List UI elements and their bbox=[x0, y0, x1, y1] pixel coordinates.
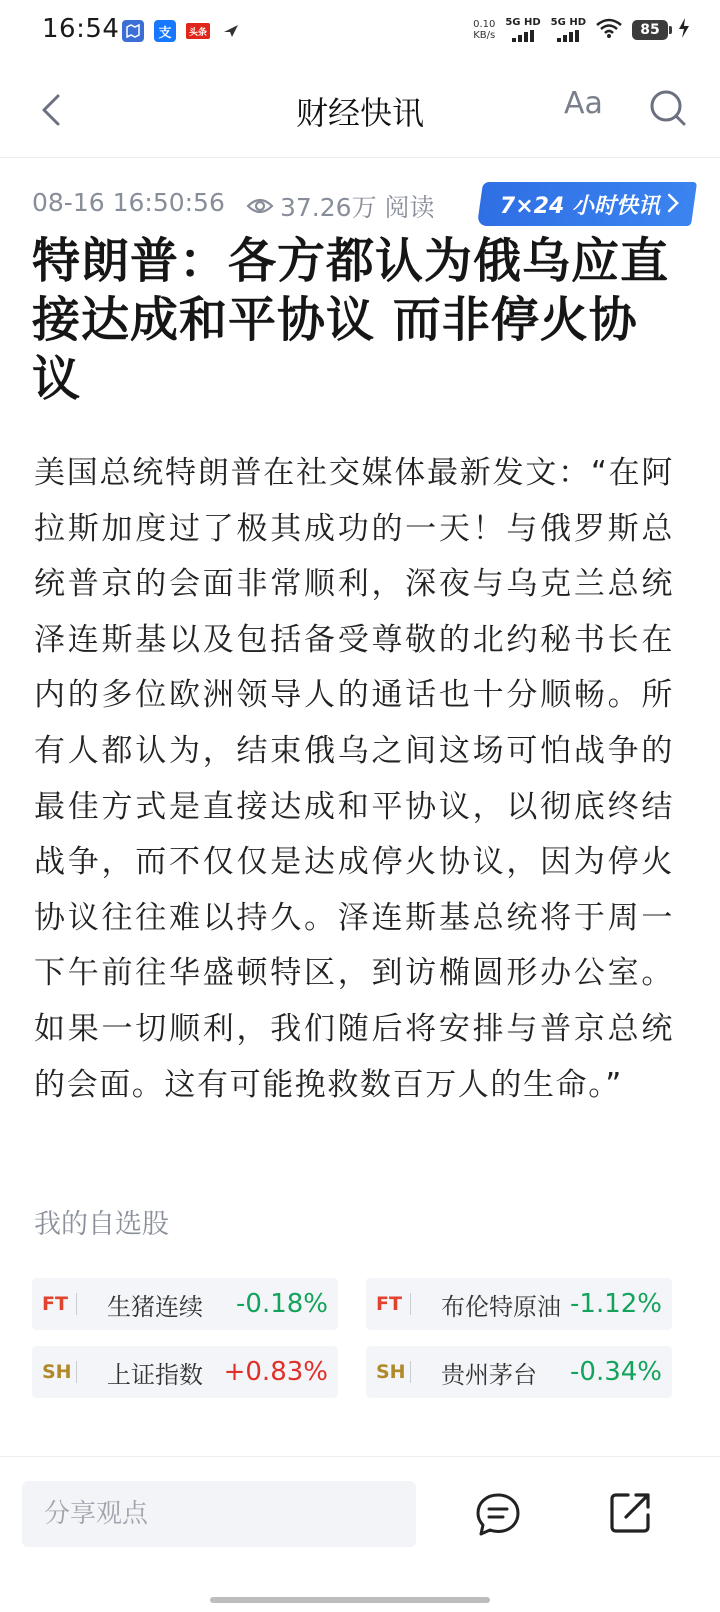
stock-change: -1.12% bbox=[570, 1289, 662, 1319]
toutiao-icon: 头条 bbox=[186, 23, 210, 39]
stock-name: 布伦特原油 bbox=[441, 1292, 561, 1321]
charging-icon bbox=[678, 18, 690, 42]
article-meta bbox=[32, 186, 692, 226]
divider bbox=[410, 1293, 411, 1315]
share-icon bbox=[606, 1489, 654, 1537]
stock-card[interactable] bbox=[366, 1346, 672, 1398]
stock-card[interactable] bbox=[32, 1278, 338, 1330]
net-speed-unit: KB/s bbox=[473, 30, 496, 41]
market-tag: FT bbox=[376, 1293, 402, 1315]
watchlist-grid bbox=[32, 1278, 672, 1398]
stock-card[interactable] bbox=[32, 1346, 338, 1398]
stock-name: 上证指数 bbox=[107, 1360, 203, 1389]
stock-name: 生猪连续 bbox=[107, 1292, 203, 1321]
plane-icon bbox=[220, 20, 242, 42]
view-count-text: 37.26万 阅读 bbox=[280, 193, 435, 222]
share-opinion-input[interactable] bbox=[22, 1481, 416, 1547]
sim2-label: 5G HD bbox=[550, 17, 586, 28]
comment-button[interactable] bbox=[474, 1491, 522, 1539]
watchlist-label: 我的自选股 bbox=[34, 1209, 169, 1240]
search-icon bbox=[648, 88, 688, 128]
net-speed bbox=[473, 19, 495, 41]
article-body: 美国总统特朗普在社交媒体最新发文：“在阿拉斯加度过了极其成功的一天！与俄罗斯总统普京的会面非常顺利，深夜与乌克兰总统泽连斯基以及包括备受尊敬的北约秘书长在内的多位欧洲领导人的通话也十分顺畅。所有人都认为，结束俄乌之间这场可怕战争的最佳方式是直接达成和平协议，以彻底终结战争，而不仅仅是达成停火协议，因为停火协议往往难以持久。泽连斯基总统将于周一下午前往华盛顿特区，到访椭圆形办公室。如果一切顺利，我们随后将安排与普京总统的会面。这有可能挽救数百万人的生命。” bbox=[34, 455, 674, 1103]
market-tag: SH bbox=[42, 1361, 72, 1383]
signal-sim2-icon bbox=[551, 18, 586, 42]
article-title: 特朗普：各方都认为俄乌应直接达成和平协议 而非停火协议 bbox=[32, 233, 670, 407]
7x24-news-badge[interactable] bbox=[477, 182, 697, 226]
status-time: 16:54 bbox=[42, 14, 120, 44]
publish-time: 08-16 16:50:56 bbox=[32, 188, 225, 217]
notification-icons bbox=[122, 20, 242, 42]
badge-label: 7×24 小时快讯 bbox=[499, 193, 660, 219]
divider bbox=[76, 1361, 77, 1383]
home-indicator[interactable] bbox=[210, 1597, 490, 1603]
stock-change: -0.34% bbox=[570, 1357, 662, 1387]
sim1-label: 5G HD bbox=[505, 17, 541, 28]
stock-change: -0.18% bbox=[236, 1289, 328, 1319]
view-count bbox=[246, 188, 435, 224]
comment-icon bbox=[474, 1491, 522, 1539]
market-tag: SH bbox=[376, 1361, 406, 1383]
eye-icon bbox=[246, 196, 274, 216]
wifi-icon bbox=[596, 18, 622, 42]
stock-card[interactable] bbox=[366, 1278, 672, 1330]
battery-icon: 85 bbox=[632, 20, 668, 40]
search-button[interactable] bbox=[648, 88, 688, 128]
bottom-action-bar bbox=[0, 1456, 720, 1612]
chevron-right-icon bbox=[666, 192, 680, 214]
stock-change: +0.83% bbox=[223, 1357, 328, 1387]
page-title: 财经快讯 bbox=[295, 94, 424, 132]
signal-sim1-icon bbox=[505, 18, 540, 42]
map-app-icon bbox=[122, 20, 144, 42]
status-bar bbox=[0, 0, 720, 62]
share-button[interactable] bbox=[606, 1489, 654, 1537]
top-nav-bar bbox=[0, 62, 720, 158]
net-speed-value: 0.10 bbox=[473, 19, 496, 30]
stock-name: 贵州茅台 bbox=[441, 1360, 537, 1389]
divider bbox=[76, 1293, 77, 1315]
font-size-button[interactable]: Aa bbox=[564, 86, 603, 121]
market-tag: FT bbox=[42, 1293, 68, 1315]
status-indicators bbox=[473, 18, 690, 42]
divider bbox=[410, 1361, 411, 1383]
alipay-icon: 支 bbox=[154, 20, 176, 42]
